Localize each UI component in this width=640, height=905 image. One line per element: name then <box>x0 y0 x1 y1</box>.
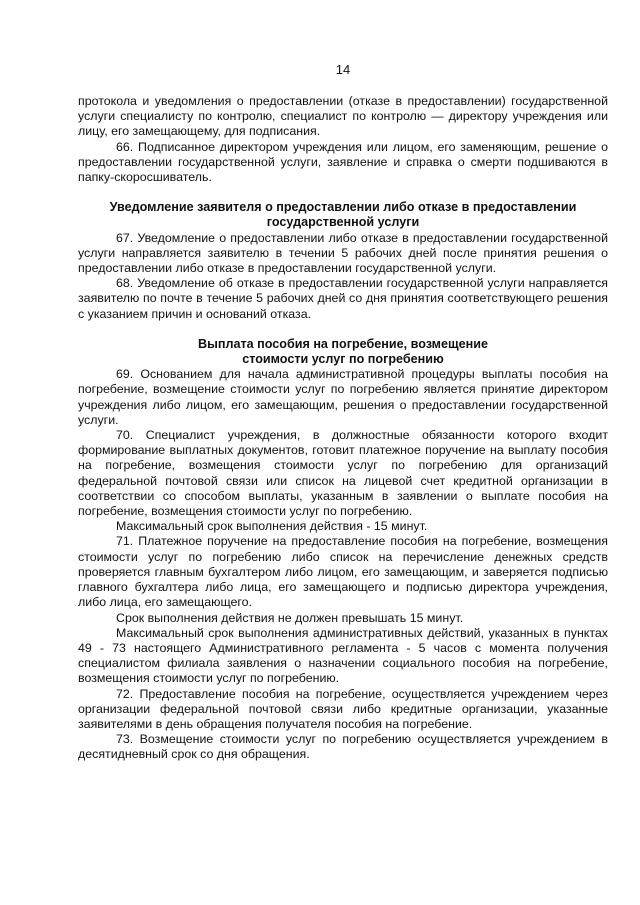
section-heading-payment-line1: Выплата пособия на погребение, возмещение <box>197 336 488 351</box>
paragraph-68: 68. Уведомление об отказе в предоставлении государственной услуги направляется заявителю по почте в течение 5 рабочих дней со дня принятия соответствующего решения с указанием причин и оснований отказа. <box>78 276 608 321</box>
page-number: 14 <box>335 62 351 77</box>
document-body <box>78 94 608 763</box>
section-heading-payment <box>78 337 608 367</box>
paragraph-71-max-time: Максимальный срок выполнения административных действий, указанных в пунктах 49 - 73 настоящего Административного регламента - 5 часов с момента получения специалистом филиала заявления о назначении социального пособия на погребение, возмещения стоимости услуг по погребению. <box>78 625 608 686</box>
paragraph-70-time-limit: Максимальный срок выполнения действия - 15 минут. <box>116 519 428 534</box>
paragraph-65-continuation: протокола и уведомления о предоставлении (отказе в предоставлении) государственной услуги специалисту по контролю, специалист по контролю — директору учреждения или лицу, его замещающему, для подписания. <box>78 94 608 139</box>
paragraph-66: 66. Подписанное директором учреждения или лицом, его заменяющим, решение о предоставлении государственной услуги, заявление и справка о смерти подшиваются в папку-скоросшиватель. <box>78 139 608 185</box>
paragraph-70: 70. Специалист учреждения, в должностные обязанности которого входит формирование выплатных документов, готовит платежное поручение на выплату пособия на погребение, возмещения стоимости услуг по погребению для организаций федеральной почтовой связи или список на лицевой счет кредитной организации в соответствии со способом выплаты, указанным в заявлении о выплате пособия на погребение, возмещения стоимости услуг по погребению. <box>78 428 608 519</box>
paragraph-73: 73. Возмещение стоимости услуг по погребению осуществляется учреждением в десятидневный срок со дня обращения. <box>78 732 608 762</box>
section-heading-notification: Уведомление заявителя о предоставлении либо отказе в предоставлении государственной услуги <box>109 200 577 230</box>
paragraph-71: 71. Платежное поручение на предоставление пособия на погребение, возмещения стоимости услуг по погребению либо список на перечисление денежных средств проверяется главным бухгалтером либо лицом, его замещающим, и заверяется подписью главного бухгалтера либо лица, его замещающего и подписью директора учреждения, либо лица, его замещающего. <box>78 534 608 610</box>
paragraph-71-time-limit: Срок выполнения действия не должен превышать 15 минут. <box>116 610 464 625</box>
paragraph-72: 72. Предоставление пособия на погребение, осуществляется учреждением через организации федеральной почтовой связи либо кредитные организации, указанные заявителями в день обращения получателя пособия на погребение. <box>78 686 608 731</box>
section-heading-payment-line2: стоимости услуг по погребению <box>242 352 444 367</box>
paragraph-67: 67. Уведомление о предоставлении либо отказе в предоставлении государственной услуги направляется заявителю в течении 5 рабочих дней после принятия решения о предоставлении либо отказе в предоставлении государственной услуги. <box>78 230 608 276</box>
paragraph-69: 69. Основанием для начала административной процедуры выплаты пособия на погребение, возмещение стоимости услуг по погребению является принятие директором учреждения либо лицом, его замещающим, решения о предоставлении государственной услуги. <box>78 367 608 427</box>
